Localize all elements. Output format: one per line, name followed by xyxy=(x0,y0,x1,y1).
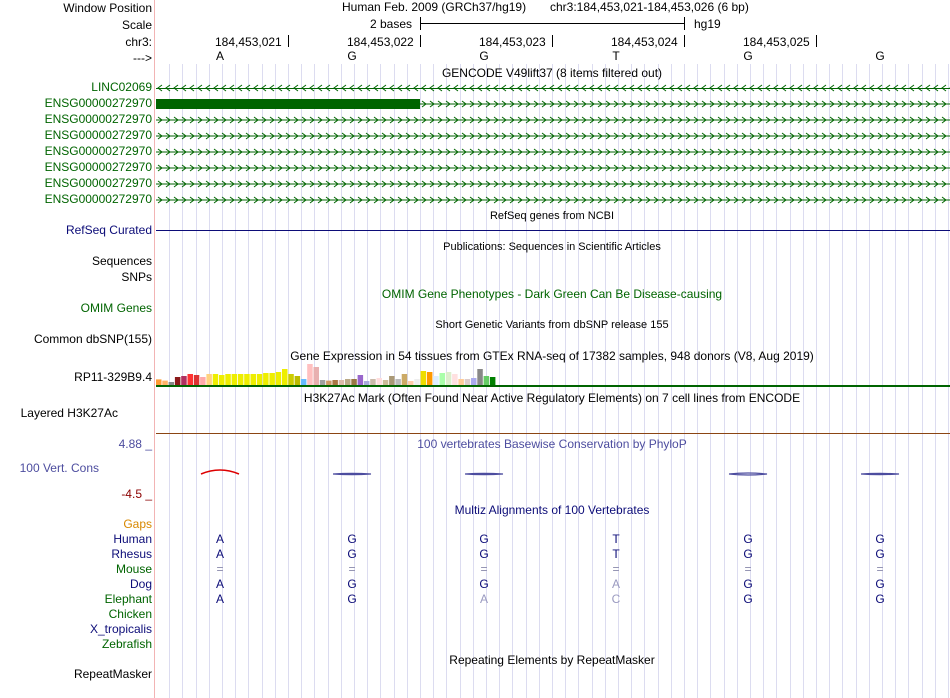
conservation-mark xyxy=(333,473,371,474)
alignment-base: G xyxy=(743,532,753,546)
gtex-tissue-bar xyxy=(452,374,458,385)
gtex-tissue-bar xyxy=(458,379,464,385)
ensg-label[interactable]: ENSG00000272970 xyxy=(44,128,152,142)
gtex-track-title: Gene Expression in 54 tissues from GTEx RNA-seq of 17382 samples, 948 donors (V8, Aug 2019) xyxy=(290,349,814,363)
alignment-base: G xyxy=(875,547,885,561)
sequence-base: G xyxy=(479,49,489,63)
alignment-base: G xyxy=(479,577,489,591)
dbsnp-label[interactable]: Common dbSNP(155) xyxy=(33,332,152,346)
track-image-area[interactable] xyxy=(156,0,950,698)
ensg-feature xyxy=(156,192,950,206)
tick-label: 184,453,024 xyxy=(611,35,678,49)
tick-label: 184,453,022 xyxy=(347,35,414,49)
gtex-tissue-bar xyxy=(276,372,282,385)
gtex-tissue-bar xyxy=(301,379,307,385)
alignment-base: G xyxy=(479,532,489,546)
gtex-tissue-bar xyxy=(175,377,181,385)
sequence-base: G xyxy=(875,49,885,63)
gtex-tissue-bar xyxy=(257,374,263,385)
gtex-tissue-bar xyxy=(169,382,175,385)
gtex-tissue-bar xyxy=(263,373,269,385)
linc02069-feature xyxy=(156,80,950,96)
ensg-feature-thick xyxy=(156,96,950,112)
species-rhesus-label[interactable]: Rhesus xyxy=(111,547,152,561)
gtex-tissue-bar xyxy=(188,374,194,385)
alignment-base: G xyxy=(875,592,885,606)
gtex-tissue-bar xyxy=(370,379,376,385)
gtex-tissue-bar xyxy=(465,379,471,385)
sequence-base: T xyxy=(612,49,620,63)
alignment-base: = xyxy=(216,562,224,576)
alignment-base: = xyxy=(876,562,884,576)
species-elephant-label[interactable]: Elephant xyxy=(104,592,152,606)
alignment-base: G xyxy=(347,592,357,606)
window-position-label[interactable]: Window Position xyxy=(63,1,152,15)
h3k27ac-baseline xyxy=(156,433,950,434)
gtex-bar-chart[interactable] xyxy=(156,363,950,389)
track-labels-column xyxy=(0,0,154,698)
tick-mark xyxy=(552,35,553,47)
ensg-label[interactable]: ENSG00000272970 xyxy=(44,96,152,110)
gtex-tissue-bar xyxy=(194,375,200,385)
tick-label: 184,453,021 xyxy=(215,35,282,49)
gtex-tissue-bar xyxy=(225,374,231,385)
cons-max-label: 4.88 _ xyxy=(118,437,152,451)
alignment-base: G xyxy=(875,577,885,591)
phylop-track-title: 100 vertebrates Basewise Conservation by PhyloP xyxy=(417,437,687,451)
gtex-tissue-bar xyxy=(320,380,326,385)
ensg-feature xyxy=(156,176,950,192)
gtex-tissue-bar xyxy=(156,379,162,385)
alignment-base: G xyxy=(347,547,357,561)
gtex-tissue-bar xyxy=(427,372,433,385)
repeatmasker-track-title: Repeating Elements by RepeatMasker xyxy=(449,653,655,667)
scale-bar-left-cap xyxy=(420,17,421,30)
ensg-label[interactable]: ENSG00000272970 xyxy=(44,160,152,174)
gtex-tissue-bar xyxy=(395,379,401,385)
gtex-tissue-bar xyxy=(440,373,446,385)
gtex-tissue-bar xyxy=(251,374,257,385)
ensg-label[interactable]: ENSG00000272970 xyxy=(44,144,152,158)
scale-label[interactable]: Scale xyxy=(121,18,152,32)
omim-track-title: OMIM Gene Phenotypes - Dark Green Can Be Disease-causing xyxy=(381,287,723,301)
cons-track-label[interactable]: 100 Vert. Cons xyxy=(19,461,99,475)
dbsnp-track-title: Short Genetic Variants from dbSNP release 155 xyxy=(435,319,669,331)
species-xtropicalis-label[interactable]: X_tropicalis xyxy=(89,622,152,636)
ensg-label[interactable]: ENSG00000272970 xyxy=(44,112,152,126)
species-mouse-label[interactable]: Mouse xyxy=(115,562,152,576)
publications-track-title: Publications: Sequences in Scientific Articles xyxy=(443,241,661,253)
refseq-curated-label[interactable]: RefSeq Curated xyxy=(65,223,152,237)
alignment-base: G xyxy=(743,592,753,606)
tick-mark xyxy=(816,35,817,47)
gtex-tissue-bar xyxy=(181,376,187,385)
refseq-track-title: RefSeq genes from NCBI xyxy=(489,210,615,222)
gtex-baseline xyxy=(156,385,950,387)
alignment-base: G xyxy=(347,577,357,591)
sequences-label[interactable]: Sequences xyxy=(91,254,152,268)
tick-mark xyxy=(288,35,289,47)
gencode-track-title: GENCODE V49lift37 (8 items filtered out) xyxy=(441,66,663,80)
gtex-tissue-bar xyxy=(232,374,238,385)
multiz-track-title: Multiz Alignments of 100 Vertebrates xyxy=(454,503,650,517)
tick-label: 184,453,023 xyxy=(479,35,546,49)
gtex-tissue-bar xyxy=(364,381,370,385)
alignment-base: A xyxy=(479,592,489,606)
strand-label[interactable]: ---> xyxy=(133,51,152,65)
species-zebrafish-label[interactable]: Zebrafish xyxy=(101,637,152,651)
gtex-tissue-bar xyxy=(421,371,427,385)
chrom-label[interactable]: chr3: xyxy=(125,35,152,49)
alignment-base: A xyxy=(215,577,225,591)
ensg-feature xyxy=(156,128,950,144)
gtex-tissue-bar xyxy=(282,369,288,385)
gtex-tissue-bar xyxy=(408,381,414,385)
alignment-base: G xyxy=(743,577,753,591)
gtex-tissue-bar xyxy=(389,376,395,385)
alignment-base: C xyxy=(611,592,621,606)
gtex-tissue-bar xyxy=(471,378,477,385)
alignment-base: G xyxy=(875,532,885,546)
snps-label[interactable]: SNPs xyxy=(121,270,152,284)
sequence-base: G xyxy=(743,49,753,63)
db-label: hg19 xyxy=(694,17,721,31)
scale-bar-right-cap xyxy=(684,17,685,30)
gtex-tissue-bar xyxy=(433,376,439,385)
tick-label: 184,453,025 xyxy=(743,35,810,49)
gtex-tissue-bar xyxy=(326,381,332,385)
gtex-tissue-bar xyxy=(402,374,408,385)
scale-text: 2 bases xyxy=(370,17,413,31)
alignment-base: = xyxy=(480,562,488,576)
alignment-base: G xyxy=(479,547,489,561)
gtex-tissue-bar xyxy=(358,375,364,385)
gtex-tissue-bar xyxy=(206,374,212,385)
conservation-mark xyxy=(465,473,503,474)
alignment-base: = xyxy=(612,562,620,576)
gtex-tissue-bar xyxy=(332,380,338,385)
assembly-title: Human Feb. 2009 (GRCh37/hg19) xyxy=(342,0,527,14)
gtex-tissue-bar xyxy=(307,364,313,385)
gaps-label[interactable]: Gaps xyxy=(123,517,152,531)
omim-genes-label[interactable]: OMIM Genes xyxy=(80,301,152,315)
alignment-base: A xyxy=(215,547,225,561)
tick-mark xyxy=(684,35,685,47)
gtex-tissue-bar xyxy=(213,374,219,385)
alignment-base: G xyxy=(743,547,753,561)
species-chicken-label[interactable]: Chicken xyxy=(108,607,152,621)
gencode-features[interactable] xyxy=(156,80,950,206)
ensg-feature xyxy=(156,112,950,128)
gtex-tissue-bar xyxy=(377,378,383,385)
rp11-label[interactable]: RP11-329B9.4 xyxy=(74,370,152,384)
conservation-plot[interactable] xyxy=(156,455,950,495)
refseq-feature-line[interactable] xyxy=(156,230,950,231)
alignment-base: = xyxy=(744,562,752,576)
gtex-tissue-bar xyxy=(383,380,389,385)
gtex-tissue-bar xyxy=(200,377,206,385)
position-range: chr3:184,453,021-184,453,026 (6 bp) xyxy=(550,0,749,14)
sequence-base: G xyxy=(347,49,357,63)
alignment-base: A xyxy=(611,577,621,591)
gtex-tissue-bar xyxy=(219,375,225,385)
linc02069-label[interactable]: LINC02069 xyxy=(91,80,152,94)
gtex-tissue-bar xyxy=(288,374,294,385)
gtex-tissue-bar xyxy=(477,369,483,385)
gtex-tissue-bar xyxy=(351,379,357,385)
gtex-tissue-bar xyxy=(345,379,351,385)
species-human-label[interactable]: Human xyxy=(113,532,152,546)
gtex-tissue-bar xyxy=(414,379,420,385)
ensg-feature xyxy=(156,160,950,176)
conservation-mark-positive xyxy=(201,470,239,474)
ensg-feature xyxy=(156,144,950,160)
species-dog-label[interactable]: Dog xyxy=(129,577,152,591)
alignment-base: A xyxy=(215,532,225,546)
gtex-tissue-bar xyxy=(269,373,275,385)
gtex-tissue-bar xyxy=(484,376,490,385)
ensg-label[interactable]: ENSG00000272970 xyxy=(44,192,152,206)
label-divider xyxy=(154,0,155,698)
alignment-base: G xyxy=(347,532,357,546)
ensg-label[interactable]: ENSG00000272970 xyxy=(44,176,152,190)
tick-mark xyxy=(420,35,421,47)
conservation-mark xyxy=(729,473,767,475)
gtex-tissue-bar xyxy=(339,380,345,385)
gtex-tissue-bar xyxy=(490,377,496,385)
alignment-base: T xyxy=(612,532,620,546)
cons-min-label: -4.5 _ xyxy=(121,487,152,501)
layered-h3k27ac-label[interactable]: Layered H3K27Ac xyxy=(20,406,118,420)
gtex-tissue-bar xyxy=(238,374,244,385)
gtex-tissue-bar xyxy=(295,376,301,385)
scale-bar xyxy=(420,23,684,24)
gtex-tissue-bar xyxy=(244,374,250,385)
repeatmasker-label[interactable]: RepeatMasker xyxy=(73,667,152,681)
alignment-base: = xyxy=(348,562,356,576)
alignment-base: A xyxy=(215,592,225,606)
h3k27ac-track-title: H3K27Ac Mark (Often Found Near Active Regulatory Elements) on 7 cell lines from ENCODE xyxy=(303,391,801,405)
gtex-tissue-bar xyxy=(314,367,320,385)
alignment-base: T xyxy=(612,547,620,561)
sequence-base: A xyxy=(215,49,225,63)
gtex-tissue-bar xyxy=(446,372,452,385)
conservation-mark xyxy=(861,473,899,474)
gtex-tissue-bar xyxy=(162,381,168,385)
